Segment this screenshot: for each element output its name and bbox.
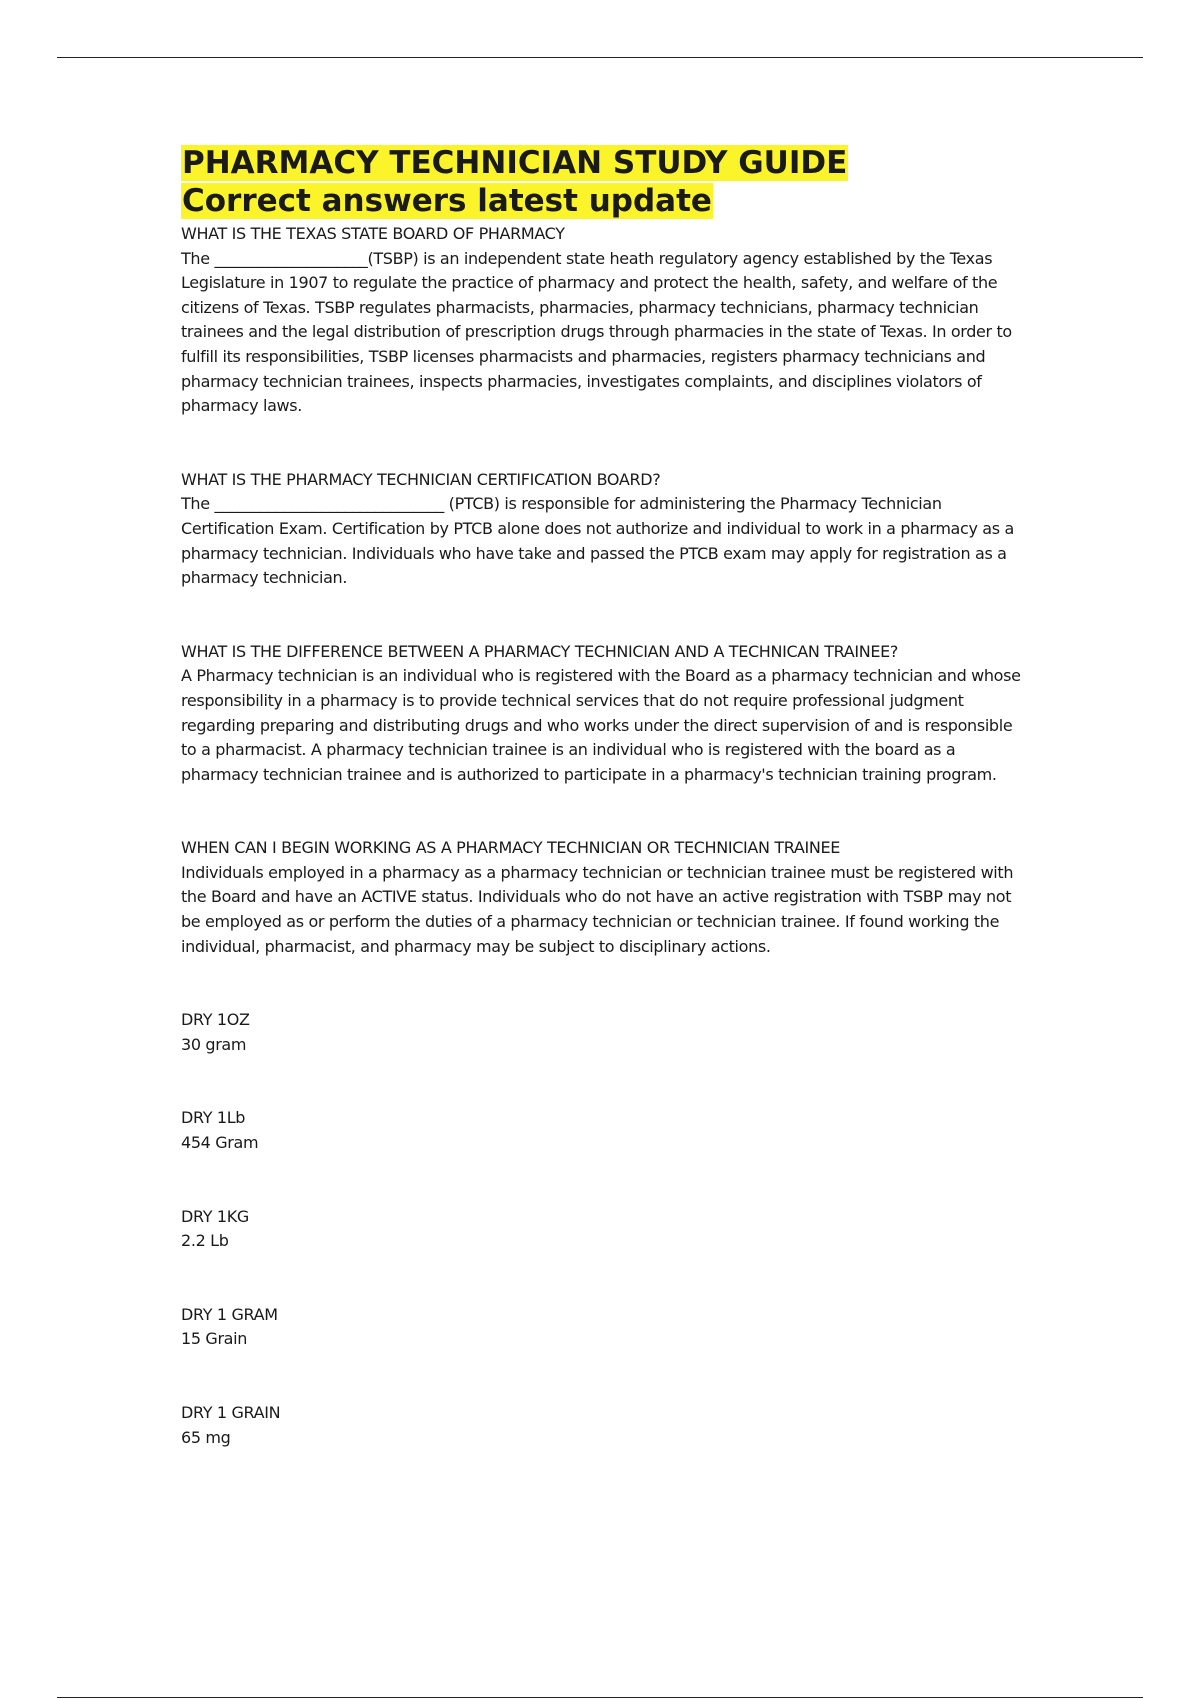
question-text: WHAT IS THE DIFFERENCE BETWEEN A PHARMACY TECHNICIAN AND A TECHNICAN TRAINEE? <box>181 641 899 661</box>
qa-block <box>181 836 1031 959</box>
conversion-term: DRY 1KG <box>181 1206 249 1226</box>
conversion-value: 454 Gram <box>181 1133 259 1153</box>
page-content <box>181 144 1031 1450</box>
bottom-rule <box>57 1697 1143 1698</box>
qa-block <box>181 222 1031 419</box>
document-title <box>181 144 1031 220</box>
conversion-value: 65 mg <box>181 1427 231 1447</box>
answer-text: The ______________________________ (PTCB) is responsible for administering the Pharmacy Technician Certification Exam. Certification by PTCB alone does not authorize and individual to work in a pharmacy as a pharmacy technician. Individuals who have take and passed the PTCB exam may apply for registration as a pharmacy technician. <box>181 494 1014 588</box>
answer-text: Individuals employed in a pharmacy as a pharmacy technician or technician trainee must be registered with the Board and have an ACTIVE status. Individuals who do not have an active registration with TSBP may not be employed as or perform the duties of a pharmacy technician or technician trainee. If found working the individual, pharmacist, and pharmacy may be subject to disciplinary actions. <box>181 862 1014 956</box>
title-line-2: Correct answers latest update <box>182 183 712 219</box>
conversion-item <box>181 1008 1031 1057</box>
conversion-term: DRY 1OZ <box>181 1010 250 1030</box>
question-text: WHEN CAN I BEGIN WORKING AS A PHARMACY TECHNICIAN OR TECHNICIAN TRAINEE <box>181 838 840 858</box>
question-text: WHAT IS THE TEXAS STATE BOARD OF PHARMACY <box>181 224 565 243</box>
top-rule <box>57 57 1143 58</box>
conversion-item <box>181 1106 1031 1155</box>
answer-text: A Pharmacy technician is an individual who is registered with the Board as a pharmacy technician and whose responsibility in a pharmacy is to provide technical services that do not require professional judgment regarding preparing and distributing drugs and who works under the direct supervision of and is responsible to a pharmacist. A pharmacy technician trainee is an individual who is registered with the board as a pharmacy technician trainee and is authorized to participate in a pharmacy's technician training program. <box>181 666 1021 784</box>
conversion-term: DRY 1 GRAM <box>181 1304 278 1324</box>
conversion-value: 30 gram <box>181 1034 247 1054</box>
conversion-term: DRY 1 GRAIN <box>181 1403 281 1422</box>
qa-block <box>181 468 1031 591</box>
conversion-term: DRY 1Lb <box>181 1108 246 1128</box>
title-line-1: PHARMACY TECHNICIAN STUDY GUIDE <box>182 145 848 181</box>
conversion-item <box>181 1205 1031 1254</box>
conversion-value: 15 Grain <box>181 1329 248 1349</box>
conversion-item <box>181 1401 1031 1450</box>
qa-block <box>181 640 1031 788</box>
conversion-item <box>181 1303 1031 1352</box>
question-text: WHAT IS THE PHARMACY TECHNICIAN CERTIFICATION BOARD? <box>181 469 661 489</box>
conversion-value: 2.2 Lb <box>181 1231 229 1251</box>
answer-text: The ____________________(TSBP) is an independent state heath regulatory agency established by the Texas Legislature in 1907 to regulate the practice of pharmacy and protect the health, safety, and welfare of the citizens of Texas. TSBP regulates pharmacists, pharmacies, pharmacy technicians, pharmacy technician trainees and the legal distribution of prescription drugs through pharmacies in the state of Texas. In order to fulfill its responsibilities, TSBP licenses pharmacists and pharmacies, registers pharmacy technicians and pharmacy technician trainees, inspects pharmacies, investigates complaints, and disciplines violators of pharmacy laws. <box>181 248 1012 416</box>
